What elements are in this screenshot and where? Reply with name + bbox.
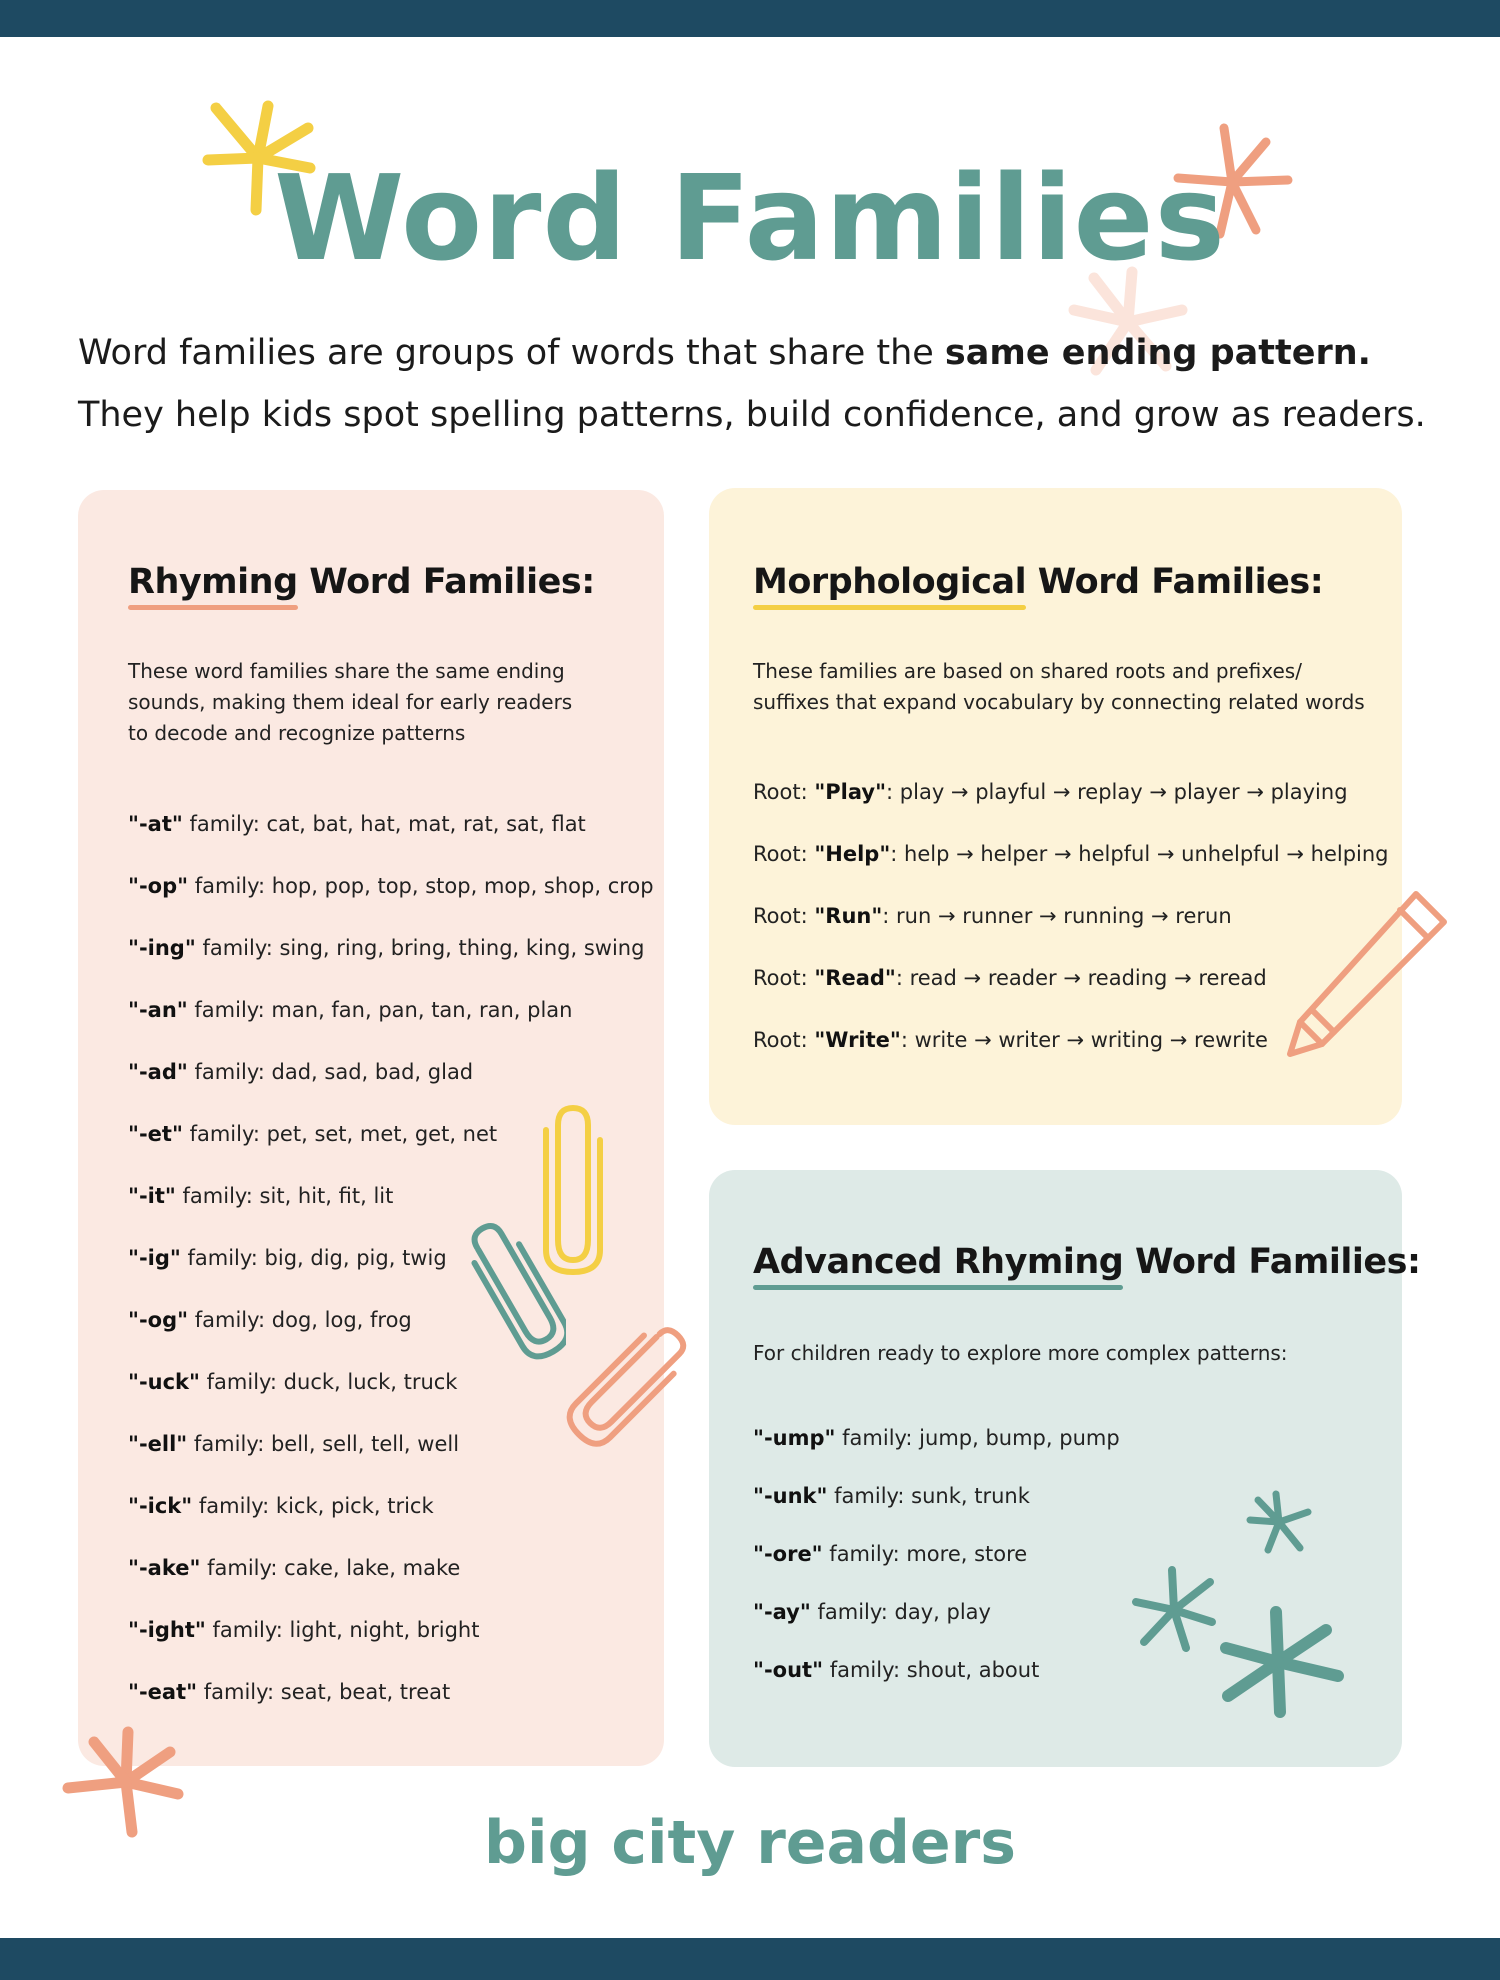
intro-text	[78, 322, 1438, 446]
list-item	[128, 1370, 457, 1394]
list-item	[753, 780, 1348, 804]
morphological-heading	[753, 562, 1323, 602]
family-words: family: light, night, bright	[205, 1618, 480, 1642]
family-words: family: day, play	[810, 1600, 991, 1624]
family-pattern: "-ake"	[128, 1556, 201, 1580]
advanced-description	[753, 1338, 1288, 1369]
family-words: family: seat, beat, treat	[197, 1680, 451, 1704]
family-pattern: "-at"	[128, 812, 183, 836]
family-words: family: bell, sell, tell, well	[187, 1432, 460, 1456]
list-item	[753, 1600, 991, 1624]
morphological-description	[753, 656, 1365, 718]
root-chain: : help → helper → helpful → unhelpful → helping	[890, 842, 1389, 866]
rhyming-description	[128, 656, 572, 749]
footer-logo: big city readers	[484, 1808, 1016, 1878]
intro-emphasis: same ending pattern.	[944, 333, 1371, 373]
advanced-description-line: For children ready to explore more complex patterns:	[753, 1341, 1288, 1365]
list-item	[128, 812, 586, 836]
family-pattern: "-out"	[753, 1658, 824, 1682]
rhyming-description-line: to decode and recognize patterns	[128, 721, 466, 745]
intro-line-1-text: Word families are groups of words that share the	[78, 333, 945, 373]
root-label: Root:	[753, 966, 815, 990]
bottom-band	[0, 1938, 1500, 1980]
list-item	[753, 1028, 1268, 1052]
list-item	[753, 904, 1232, 928]
sparkle-icon	[1216, 1604, 1346, 1720]
root-word: "Write"	[814, 1028, 901, 1052]
family-words: family: more, store	[822, 1542, 1028, 1566]
family-words: family: sing, ring, bring, thing, king, swing	[195, 936, 645, 960]
family-pattern: "-it"	[128, 1184, 176, 1208]
root-label: Root:	[753, 842, 815, 866]
family-words: family: duck, luck, truck	[199, 1370, 458, 1394]
list-item	[128, 1556, 460, 1580]
family-pattern: "-ig"	[128, 1246, 181, 1270]
family-words: family: shout, about	[823, 1658, 1040, 1682]
rhyming-heading	[128, 562, 595, 602]
root-label: Root:	[753, 1028, 815, 1052]
family-pattern: "-ick"	[128, 1494, 193, 1518]
top-band	[0, 0, 1500, 37]
paperclip-icon	[466, 1216, 566, 1366]
list-item	[128, 1308, 412, 1332]
family-pattern: "-ay"	[753, 1600, 811, 1624]
advanced-heading-part2: Rhyming	[953, 1242, 1124, 1282]
page-title: Word Families	[274, 149, 1226, 287]
family-words: family: sit, hit, fit, lit	[175, 1184, 394, 1208]
root-word: "Play"	[814, 780, 887, 804]
family-pattern: "-ump"	[753, 1426, 836, 1450]
family-words: family: sunk, trunk	[827, 1484, 1030, 1508]
pencil-icon	[1276, 882, 1456, 1062]
family-pattern: "-ell"	[128, 1432, 188, 1456]
family-pattern: "-et"	[128, 1122, 183, 1146]
list-item	[128, 1680, 450, 1704]
root-word: "Help"	[814, 842, 891, 866]
family-pattern: "-ing"	[128, 936, 196, 960]
rhyming-description-line: These word families share the same ending	[128, 659, 565, 683]
family-words: family: man, fan, pan, tan, ran, plan	[187, 998, 573, 1022]
root-word: "Read"	[814, 966, 896, 990]
list-item	[128, 998, 572, 1022]
paperclip-icon	[552, 1310, 702, 1460]
list-item	[128, 1060, 473, 1084]
root-word: "Run"	[814, 904, 883, 928]
family-words: family: dad, sad, bad, glad	[187, 1060, 474, 1084]
list-item	[753, 1658, 1039, 1682]
sparkle-icon	[1244, 1490, 1314, 1554]
list-item	[128, 1122, 497, 1146]
morphological-description-line: These families are based on shared roots and prefixes/	[753, 659, 1302, 683]
family-pattern: "-op"	[128, 874, 189, 898]
intro-line-1	[78, 322, 1438, 384]
family-words: family: hop, pop, top, stop, mop, shop, crop	[188, 874, 654, 898]
list-item	[128, 1432, 459, 1456]
root-chain: : run → runner → running → rerun	[882, 904, 1232, 928]
family-words: family: jump, bump, pump	[835, 1426, 1120, 1450]
list-item	[753, 1484, 1030, 1508]
family-words: family: cat, bat, hat, mat, rat, sat, flat	[182, 812, 586, 836]
advanced-heading	[753, 1242, 1420, 1282]
family-pattern: "-eat"	[128, 1680, 198, 1704]
family-pattern: "-og"	[128, 1308, 189, 1332]
rhyming-heading-highlight: Rhyming	[128, 562, 298, 602]
root-chain: : read → reader → reading → reread	[895, 966, 1267, 990]
list-item	[128, 1246, 447, 1270]
family-words: family: dog, log, frog	[188, 1308, 412, 1332]
list-item	[128, 936, 644, 960]
list-item	[753, 1426, 1120, 1450]
sparkle-icon	[1130, 1566, 1218, 1652]
family-words: family: big, dig, pig, twig	[180, 1246, 447, 1270]
family-words: family: kick, pick, trick	[192, 1494, 434, 1518]
rhyming-description-line: sounds, making them ideal for early readers	[128, 690, 573, 714]
morphological-description-line: suffixes that expand vocabulary by connecting related words	[753, 690, 1365, 714]
list-item	[753, 842, 1389, 866]
advanced-heading-rest: Word Families:	[1123, 1242, 1421, 1282]
list-item	[128, 1494, 434, 1518]
list-item	[128, 1618, 479, 1642]
family-words: family: cake, lake, make	[200, 1556, 461, 1580]
family-pattern: "-ad"	[128, 1060, 188, 1084]
family-words: family: pet, set, met, get, net	[182, 1122, 498, 1146]
list-item	[753, 966, 1267, 990]
family-pattern: "-ight"	[128, 1618, 206, 1642]
morphological-heading-highlight: Morphological	[753, 562, 1027, 602]
list-item	[753, 1542, 1027, 1566]
list-item	[128, 874, 654, 898]
family-pattern: "-ore"	[753, 1542, 823, 1566]
family-pattern: "-an"	[128, 998, 188, 1022]
family-pattern: "-unk"	[753, 1484, 828, 1508]
advanced-heading-highlight	[753, 1242, 1123, 1282]
rhyming-heading-rest: Word Families:	[297, 562, 595, 602]
root-chain: : write → writer → writing → rewrite	[900, 1028, 1268, 1052]
list-item	[128, 1184, 393, 1208]
advanced-heading-part1: Advanced	[753, 1242, 954, 1282]
root-chain: : play → playful → replay → player → playing	[886, 780, 1348, 804]
intro-line-2: They help kids spot spelling patterns, build confidence, and grow as readers.	[78, 395, 1426, 435]
root-label: Root:	[753, 904, 815, 928]
root-label: Root:	[753, 780, 815, 804]
family-pattern: "-uck"	[128, 1370, 200, 1394]
morphological-heading-rest: Word Families:	[1026, 562, 1324, 602]
